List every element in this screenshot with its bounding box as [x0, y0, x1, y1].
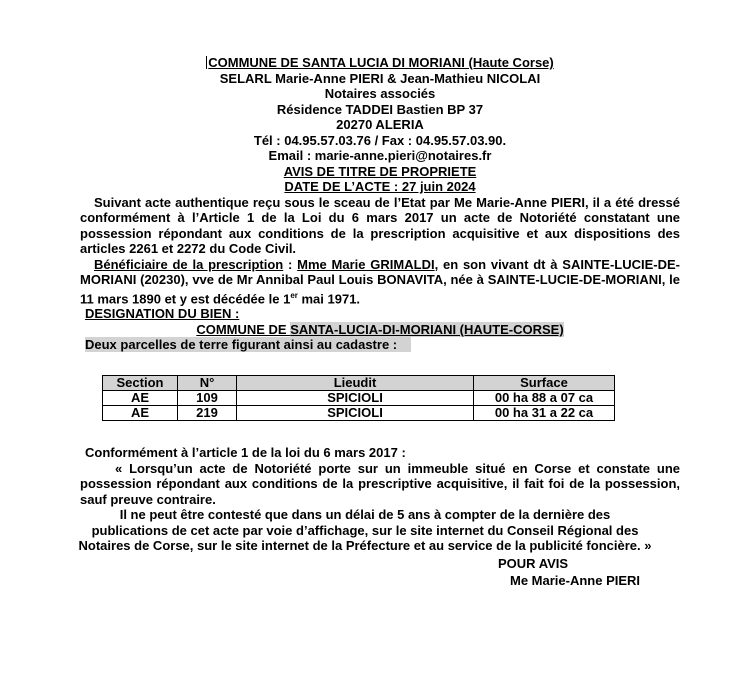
- act-date: DATE DE L’ACTE : 27 juin 2024: [284, 179, 476, 194]
- table-header-row: [103, 376, 615, 391]
- notaires-line: Notaires associés: [324, 86, 436, 101]
- cell-section: AE: [103, 391, 178, 406]
- contest-line-2: publications de cet acte par voie d’affichage, sur le site internet du Conseil Régional des: [91, 522, 639, 538]
- designation-heading: DESIGNATION DU BIEN :: [85, 306, 240, 322]
- header-numero: N°: [178, 376, 237, 391]
- avis-title: AVIS DE TITRE DE PROPRIETE: [283, 163, 477, 179]
- residence-line: Résidence TADDEI Bastien BP 37: [276, 101, 484, 117]
- legal-block: [50, 445, 680, 554]
- commune-title: COMMUNE DE SANTA LUCIA DI MORIANI (Haute Corse): [208, 55, 554, 70]
- cell-surface: 00 ha 88 a 07 ca: [474, 391, 615, 406]
- commune-designation: COMMUNE DE SANTA-LUCIA-DI-MORIANI (HAUTE-CORSE): [196, 321, 564, 337]
- header-surface: Surface: [474, 376, 615, 391]
- conform-line: Conformément à l’article 1 de la loi du 6 mars 2017 :: [85, 445, 406, 460]
- cadastre-table-wrap: [102, 375, 615, 421]
- paragraph-acte: Suivant acte authentique reçu sous le sceau de l’Etat par Me Marie-Anne PIERI, il a été dressé conformément à l’Article 1 de la Loi du 6 mars 2017 un acte de Notoriété constatant une possession répondant aux conditions de la prescription acquisitive et aux dispositions des articles 2261 et 2272 du Code Civil.: [80, 194, 680, 256]
- paragraph-beneficiary: Bénéficiaire de la prescription : Mme Marie GRIMALDI, en son vivant dt à SAINTE-LUCIE-DE-MORIANI (20230), vve de Mr Annibal Paul Louis BONAVITA, née à SAINTE-LUCIE-DE-MORIANI, le 11 mars 1890 et y est décédée le 1er mai 1971.: [80, 256, 681, 306]
- phone-line: Tél : 04.95.57.03.76 / Fax : 04.95.57.03.90.: [253, 132, 507, 148]
- cell-numero: 109: [178, 391, 237, 406]
- header-section: Section: [103, 376, 178, 391]
- parcelles-line: Deux parcelles de terre figurant ainsi au cadastre :: [85, 337, 680, 353]
- header-block: [80, 55, 680, 195]
- cadastre-table: [102, 375, 615, 421]
- cell-lieudit: SPICIOLI: [237, 406, 474, 421]
- quote-paragraph: « Lorsqu’un acte de Notoriété porte sur un immeuble situé en Corse et constate une possession répondant aux conditions de la prescriptive acquisitive, il fait foi de la possession, sauf preuve contraire.: [80, 460, 680, 507]
- table-row: [103, 406, 615, 421]
- cell-numero: 219: [178, 406, 237, 421]
- notice-document: [80, 55, 680, 353]
- email-line: Email : marie-anne.pieri@notaires.fr: [268, 148, 492, 163]
- city-line: 20270 ALERIA: [336, 117, 424, 132]
- selarl-line: SELARL Marie-Anne PIERI & Jean-Mathieu NICOLAI: [219, 70, 541, 86]
- contest-line-3: Notaires de Corse, sur le site internet de la Préfecture et au service de la publicité foncière. »: [78, 538, 652, 553]
- contest-line-1: Il ne peut être contesté que dans un délai de 5 ans à compter de la dernière des: [119, 507, 611, 522]
- table-row: [103, 391, 615, 406]
- signature: Me Marie-Anne PIERI: [510, 573, 641, 588]
- pour-avis: POUR AVIS: [498, 556, 569, 571]
- cell-section: AE: [103, 406, 178, 421]
- cell-lieudit: SPICIOLI: [237, 391, 474, 406]
- header-lieudit: Lieudit: [237, 376, 474, 391]
- cell-surface: 00 ha 31 a 22 ca: [474, 406, 615, 421]
